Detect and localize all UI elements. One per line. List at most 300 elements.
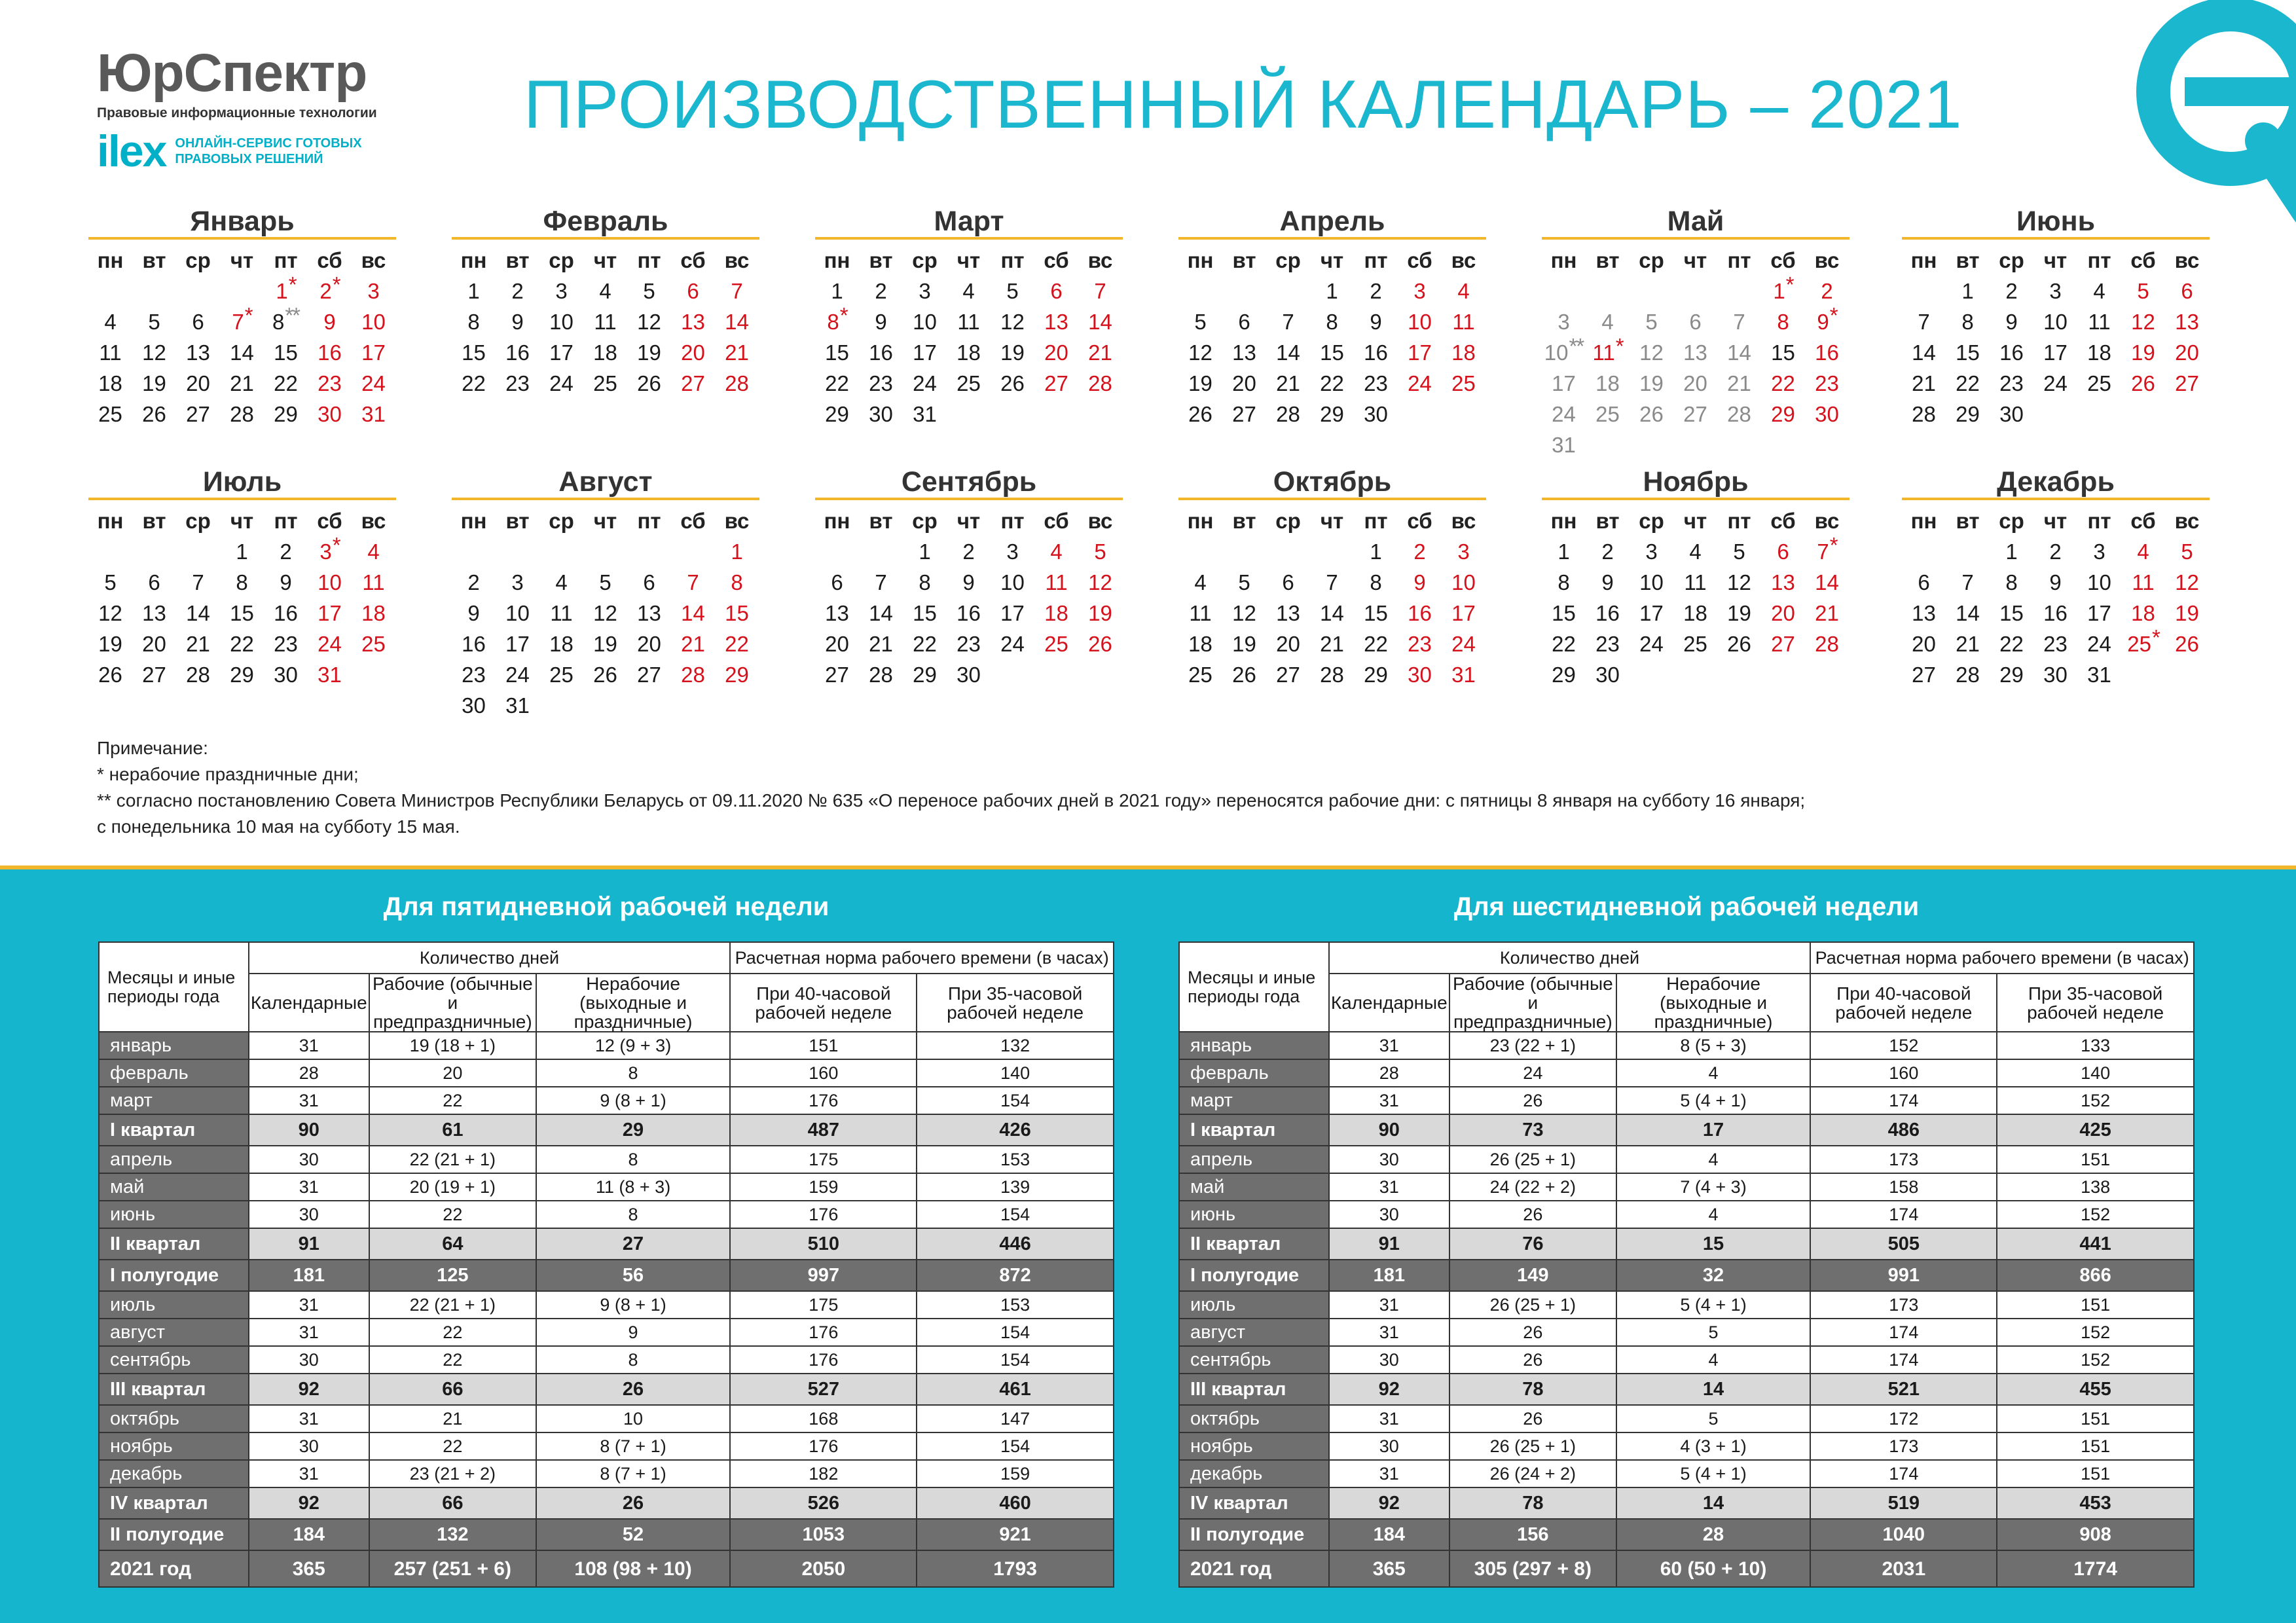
weekday-header: вт: [1232, 509, 1256, 533]
day-cell: 10: [549, 310, 574, 334]
header-h35: При 35-часовой рабочей неделе: [917, 974, 1114, 1032]
day-cell: 12: [593, 601, 617, 625]
month-days-grid: [815, 505, 1123, 690]
day-cell: 27: [637, 663, 661, 687]
day-cell: 29: [725, 663, 749, 687]
day-cell: 29: [1364, 663, 1388, 687]
weekday-header: ср: [912, 248, 938, 272]
row-value: 152: [1997, 1319, 2194, 1346]
row-value: 160: [730, 1059, 917, 1087]
day-cell: 12: [98, 601, 122, 625]
day-cell: 19: [1188, 371, 1212, 395]
day-cell: 28: [1912, 402, 1936, 426]
day-cell: 25: [1451, 371, 1476, 395]
row-label: апрель: [1179, 1146, 1329, 1173]
month-name: Август: [452, 464, 759, 500]
row-value: 2031: [1810, 1550, 1997, 1587]
row-value: 153: [917, 1291, 1114, 1319]
weekday-header: вс: [1451, 248, 1476, 272]
day-cell: 20: [1912, 632, 1936, 656]
row-value: 61: [369, 1114, 536, 1146]
row-value: 22: [369, 1346, 536, 1374]
day-cell: 3: [555, 279, 568, 303]
row-value: 90: [1329, 1114, 1449, 1146]
weekday-header: пн: [1187, 248, 1214, 272]
day-cell: 10: [505, 601, 530, 625]
day-cell: 26: [1088, 632, 1112, 656]
day-cell: 6: [687, 279, 699, 303]
empty-cell: [1717, 276, 1761, 306]
row-value: 30: [1329, 1346, 1449, 1374]
day-cell: 2: [1601, 539, 1614, 564]
header-h40: При 40-часовой рабочей неделе: [730, 974, 917, 1032]
table-row: [99, 1460, 1114, 1487]
day-cell: 14: [1727, 340, 1751, 365]
day-cell: 14: [1912, 340, 1936, 365]
header-calendar: Календарные: [249, 974, 369, 1032]
day-cell: 7: [1733, 310, 1745, 334]
row-value: 872: [917, 1260, 1114, 1291]
weekday-header: пт: [1727, 248, 1751, 272]
day-cell: 15: [913, 601, 937, 625]
weekday-header: сб: [1770, 509, 1796, 533]
day-cell: 12: [2175, 570, 2199, 594]
month-5: [1542, 203, 1850, 460]
header-nonworking: Нерабочие (выходные и праздничные): [1616, 974, 1811, 1032]
row-value: 510: [730, 1228, 917, 1260]
day-cell: 12: [1639, 340, 1664, 365]
row-value: 521: [1810, 1374, 1997, 1405]
logo: [97, 43, 398, 176]
weekday-header: пн: [1187, 509, 1214, 533]
day-cell: 28: [1276, 402, 1300, 426]
row-value: 173: [1810, 1291, 1997, 1319]
row-value: 175: [730, 1291, 917, 1319]
day-cell: 24: [318, 632, 342, 656]
row-value: 22: [369, 1432, 536, 1460]
weekday-header: чт: [2043, 509, 2068, 533]
month-days-grid: [1542, 245, 1850, 460]
row-value: 8: [536, 1059, 731, 1087]
weekday-header: вс: [2174, 248, 2200, 272]
day-cell: 9: [511, 310, 524, 334]
day-cell: 6: [192, 310, 204, 334]
day-cell: 4: [1050, 539, 1063, 564]
month-10: [1178, 464, 1486, 690]
row-value: 160: [1810, 1059, 1997, 1087]
row-label: 2021 год: [99, 1550, 249, 1587]
empty-cell: [671, 536, 715, 567]
weekday-header: вс: [724, 509, 750, 533]
day-cell: 28: [1320, 663, 1344, 687]
day-cell: 12: [1232, 601, 1256, 625]
row-value: 66: [369, 1487, 536, 1519]
day-cell: 5: [1645, 310, 1658, 334]
weekday-header: ср: [1639, 248, 1664, 272]
notes-line-2: ** согласно постановлению Совета Министров Республики Беларусь от 09.11.2020 № 635 «О переносе рабочих дней в 2021 году» переносятся рабочие дни: с пятницы 8 января на субботу 16 января;: [97, 790, 1806, 811]
row-value: 182: [730, 1460, 917, 1487]
day-cell: 3: [2093, 539, 2105, 564]
weekday-header: чт: [1320, 509, 1344, 533]
transfer-asterisks: **: [1569, 334, 1584, 358]
day-cell: 12: [1727, 570, 1751, 594]
day-cell: 7: [1094, 279, 1106, 303]
row-value: 176: [730, 1346, 917, 1374]
empty-cell: [1310, 536, 1354, 567]
row-value: 5: [1616, 1405, 1811, 1432]
day-cell: 18: [549, 632, 574, 656]
day-cell: 5: [1194, 310, 1207, 334]
notes-title: Примечание:: [97, 738, 208, 758]
day-cell: 9: [1413, 570, 1426, 594]
row-value: 31: [249, 1405, 369, 1432]
row-value: 365: [249, 1550, 369, 1587]
day-cell: 19: [637, 340, 661, 365]
day-cell: 27: [1044, 371, 1068, 395]
row-value: 92: [1329, 1374, 1449, 1405]
day-cell: 23: [957, 632, 981, 656]
day-cell: 31: [2087, 663, 2111, 687]
table-row: [99, 1487, 1114, 1519]
day-cell: 10: [1639, 570, 1664, 594]
table-row: [1179, 1374, 2194, 1405]
row-value: 23 (21 + 2): [369, 1460, 536, 1487]
empty-cell: [452, 536, 496, 567]
work-hours-table: [1178, 941, 2195, 1588]
day-cell: 2: [1370, 279, 1382, 303]
day-cell: 22: [1552, 632, 1576, 656]
row-label: март: [1179, 1087, 1329, 1114]
day-cell: 1*: [1773, 272, 1793, 303]
day-cell: 25: [593, 371, 617, 395]
row-value: 908: [1997, 1519, 2194, 1550]
day-cell: 13: [186, 340, 210, 365]
day-cell: 18: [1044, 601, 1068, 625]
row-value: 125: [369, 1260, 536, 1291]
row-value: 92: [1329, 1487, 1449, 1519]
day-cell: 20: [1683, 371, 1707, 395]
day-cell: 26: [142, 402, 166, 426]
day-cell: 16: [1408, 601, 1432, 625]
day-cell: 3: [1413, 279, 1426, 303]
row-value: 152: [1997, 1087, 2194, 1114]
day-cell: 10: [913, 310, 937, 334]
row-value: 76: [1449, 1228, 1616, 1260]
day-cell: 10: [2087, 570, 2111, 594]
table-row: [99, 1319, 1114, 1346]
day-cell: 23: [1408, 632, 1432, 656]
row-value: 5 (4 + 1): [1616, 1291, 1811, 1319]
day-cell: 21: [1956, 632, 1980, 656]
day-cell: 1: [1558, 539, 1570, 564]
month-name: Июль: [88, 464, 396, 500]
day-cell: 19: [142, 371, 166, 395]
day-cell: 11: [1684, 570, 1707, 594]
day-cell: 15: [1956, 340, 1980, 365]
day-cell: 18: [1188, 632, 1212, 656]
row-value: 8: [536, 1346, 731, 1374]
row-value: 78: [1449, 1487, 1616, 1519]
row-value: 30: [1329, 1146, 1449, 1173]
row-value: 26: [536, 1374, 731, 1405]
empty-cell: [176, 536, 220, 567]
row-value: 8: [536, 1146, 731, 1173]
day-cell: 21: [230, 371, 254, 395]
empty-cell: [1178, 536, 1222, 567]
row-value: 151: [1997, 1405, 2194, 1432]
day-cell: 28: [725, 371, 749, 395]
day-cell: 19: [1639, 371, 1664, 395]
day-cell: 13: [1232, 340, 1256, 365]
day-cell: 17: [318, 601, 342, 625]
row-value: 4 (3 + 1): [1616, 1432, 1811, 1460]
row-value: 154: [917, 1087, 1114, 1114]
weekday-header: ср: [185, 248, 211, 272]
row-label: II полугодие: [99, 1519, 249, 1550]
empty-cell: [88, 276, 132, 306]
row-value: 92: [249, 1374, 369, 1405]
table-row: [1179, 1173, 2194, 1201]
row-value: 10: [536, 1405, 731, 1432]
empty-cell: [132, 276, 176, 306]
row-value: 176: [730, 1201, 917, 1228]
row-value: 176: [730, 1319, 917, 1346]
day-cell: 18: [98, 371, 122, 395]
day-cell: 22: [725, 632, 749, 656]
day-cell: 27: [2175, 371, 2199, 395]
weekday-header: чт: [2043, 248, 2068, 272]
day-cell: 22: [462, 371, 486, 395]
row-value: 90: [249, 1114, 369, 1146]
day-cell: 3: [919, 279, 931, 303]
month-3: [815, 203, 1123, 429]
row-value: 139: [917, 1173, 1114, 1201]
month-6: [1902, 203, 2210, 429]
row-value: 154: [917, 1432, 1114, 1460]
day-cell: 29: [1771, 402, 1795, 426]
empty-cell: [539, 536, 583, 567]
month-days-grid: [1902, 505, 2210, 690]
row-label: I полугодие: [99, 1260, 249, 1291]
row-label: II квартал: [1179, 1228, 1329, 1260]
day-cell: 24: [1451, 632, 1476, 656]
weekday-header: пт: [274, 248, 298, 272]
row-value: 64: [369, 1228, 536, 1260]
day-cell: 13: [1912, 601, 1936, 625]
row-value: 991: [1810, 1260, 1997, 1291]
row-value: 487: [730, 1114, 917, 1146]
day-cell: 3: [511, 570, 524, 594]
ilex-tagline-1: ОНЛАЙН-СЕРВИС ГОТОВЫХ: [175, 136, 362, 151]
row-value: 866: [1997, 1260, 2194, 1291]
row-value: 91: [249, 1228, 369, 1260]
month-days-grid: [1178, 245, 1486, 429]
row-value: 31: [1329, 1460, 1449, 1487]
row-value: 9 (8 + 1): [536, 1087, 731, 1114]
table-row: [1179, 1228, 2194, 1260]
day-cell: 30: [2043, 663, 2068, 687]
empty-cell: [1902, 276, 1946, 306]
day-cell: 9: [875, 310, 887, 334]
empty-cell: [1586, 276, 1630, 306]
empty-cell: [220, 276, 264, 306]
day-cell: 30: [462, 693, 486, 718]
empty-cell: [1178, 276, 1222, 306]
row-label: I полугодие: [1179, 1260, 1329, 1291]
month-9: [815, 464, 1123, 690]
day-cell: 7: [1961, 570, 1974, 594]
day-cell: 14: [725, 310, 749, 334]
day-cell: 4: [599, 279, 611, 303]
day-cell: 22: [1956, 371, 1980, 395]
day-cell: 22: [825, 371, 849, 395]
day-cell: 25*: [2127, 625, 2159, 656]
notes-line-1: * нерабочие праздничные дни;: [97, 764, 359, 784]
day-cell: 6: [831, 570, 843, 594]
day-cell: 30: [318, 402, 342, 426]
weekday-header: сб: [2130, 509, 2156, 533]
table-five-day: [98, 884, 1114, 1588]
empty-cell: [1630, 276, 1673, 306]
month-name: Март: [815, 203, 1123, 240]
notes-line-3: с понедельника 10 мая на субботу 15 мая.: [97, 816, 460, 837]
weekday-header: сб: [680, 509, 706, 533]
weekday-header: вт: [1595, 509, 1620, 533]
day-cell: 10: [1408, 310, 1432, 334]
day-cell: 24: [2087, 632, 2111, 656]
table-row: [1179, 1032, 2194, 1059]
day-cell: 7*: [1817, 533, 1837, 564]
day-cell: 30: [1815, 402, 1839, 426]
day-cell: 25: [361, 632, 386, 656]
day-cell: 1: [831, 279, 843, 303]
weekday-header: чт: [593, 509, 617, 533]
weekday-header: сб: [1044, 248, 1069, 272]
day-cell: 29: [274, 402, 298, 426]
day-cell: 11*: [1592, 334, 1623, 365]
day-cell: 11: [1045, 570, 1068, 594]
row-value: 91: [1329, 1228, 1449, 1260]
day-cell: 19: [2131, 340, 2155, 365]
table-row: [1179, 1519, 2194, 1550]
day-cell: 14: [869, 601, 893, 625]
day-cell: 6: [1282, 570, 1294, 594]
row-value: 151: [1997, 1146, 2194, 1173]
brand-mark-icon: [2100, 0, 2296, 236]
row-value: 31: [249, 1291, 369, 1319]
day-cell: 7: [731, 279, 743, 303]
weekday-header: сб: [1407, 509, 1432, 533]
row-value: 154: [917, 1319, 1114, 1346]
weekday-header: чт: [957, 248, 981, 272]
day-cell: 30: [1408, 663, 1432, 687]
day-cell: 6: [1689, 310, 1702, 334]
day-cell: 6: [1918, 570, 1930, 594]
row-label: ноябрь: [99, 1432, 249, 1460]
month-name: Ноябрь: [1542, 464, 1850, 500]
day-cell: 7: [875, 570, 887, 594]
weekday-header: вт: [142, 509, 166, 533]
day-cell: 23: [274, 632, 298, 656]
row-label: декабрь: [1179, 1460, 1329, 1487]
month-name: Декабрь: [1902, 464, 2210, 500]
day-cell: 15: [1364, 601, 1388, 625]
weekday-header: вс: [1814, 248, 1840, 272]
day-cell: 7: [192, 570, 204, 594]
weekday-header: ср: [185, 509, 211, 533]
day-cell: 8**: [272, 303, 300, 334]
day-cell: 3: [1645, 539, 1658, 564]
table-row: [99, 1291, 1114, 1319]
day-cell: 22: [274, 371, 298, 395]
row-value: 73: [1449, 1114, 1616, 1146]
row-value: 140: [917, 1059, 1114, 1087]
row-value: 31: [1329, 1032, 1449, 1059]
row-value: 526: [730, 1487, 917, 1519]
row-value: 174: [1810, 1087, 1997, 1114]
day-cell: 22: [230, 632, 254, 656]
row-label: январь: [99, 1032, 249, 1059]
day-cell: 31: [913, 402, 937, 426]
day-cell: 9: [323, 310, 336, 334]
day-cell: 28: [1088, 371, 1112, 395]
weekday-header: вт: [869, 248, 893, 272]
row-value: 30: [249, 1432, 369, 1460]
day-cell: 31: [1451, 663, 1476, 687]
month-name: Январь: [88, 203, 396, 240]
day-cell: 14: [1815, 570, 1839, 594]
table-row: [1179, 1201, 2194, 1228]
day-cell: 8: [731, 570, 743, 594]
day-cell: 1*: [276, 272, 296, 303]
table-row: [99, 1114, 1114, 1146]
weekday-header: ср: [1999, 509, 2024, 533]
weekday-header: ср: [549, 509, 574, 533]
header-working: Рабочие (обычные и предпраздничные): [369, 974, 536, 1032]
day-cell: 13: [2175, 310, 2199, 334]
empty-cell: [176, 276, 220, 306]
row-label: август: [1179, 1319, 1329, 1346]
day-cell: 14: [1276, 340, 1300, 365]
day-cell: 9: [467, 601, 480, 625]
row-value: 486: [1810, 1114, 1997, 1146]
month-2: [452, 203, 759, 399]
row-value: 19 (18 + 1): [369, 1032, 536, 1059]
row-value: 52: [536, 1519, 731, 1550]
row-value: 132: [917, 1032, 1114, 1059]
day-cell: 28: [1956, 663, 1980, 687]
table-row: [99, 1201, 1114, 1228]
empty-cell: [88, 536, 132, 567]
empty-cell: [1222, 536, 1266, 567]
day-cell: 27: [1912, 663, 1936, 687]
day-cell: 23: [1364, 371, 1388, 395]
day-cell: 8: [1777, 310, 1789, 334]
weekday-header: чт: [957, 509, 981, 533]
day-cell: 16: [1999, 340, 2024, 365]
day-cell: 10**: [1544, 334, 1584, 365]
day-cell: 20: [637, 632, 661, 656]
holiday-asterisk: *: [839, 303, 847, 327]
row-label: апрель: [99, 1146, 249, 1173]
day-cell: 1: [919, 539, 931, 564]
row-value: 26 (25 + 1): [1449, 1146, 1616, 1173]
day-cell: 20: [142, 632, 166, 656]
day-cell: 10: [1000, 570, 1025, 594]
work-hours-table: [98, 941, 1114, 1588]
day-cell: 27: [1683, 402, 1707, 426]
day-cell: 14: [1320, 601, 1344, 625]
